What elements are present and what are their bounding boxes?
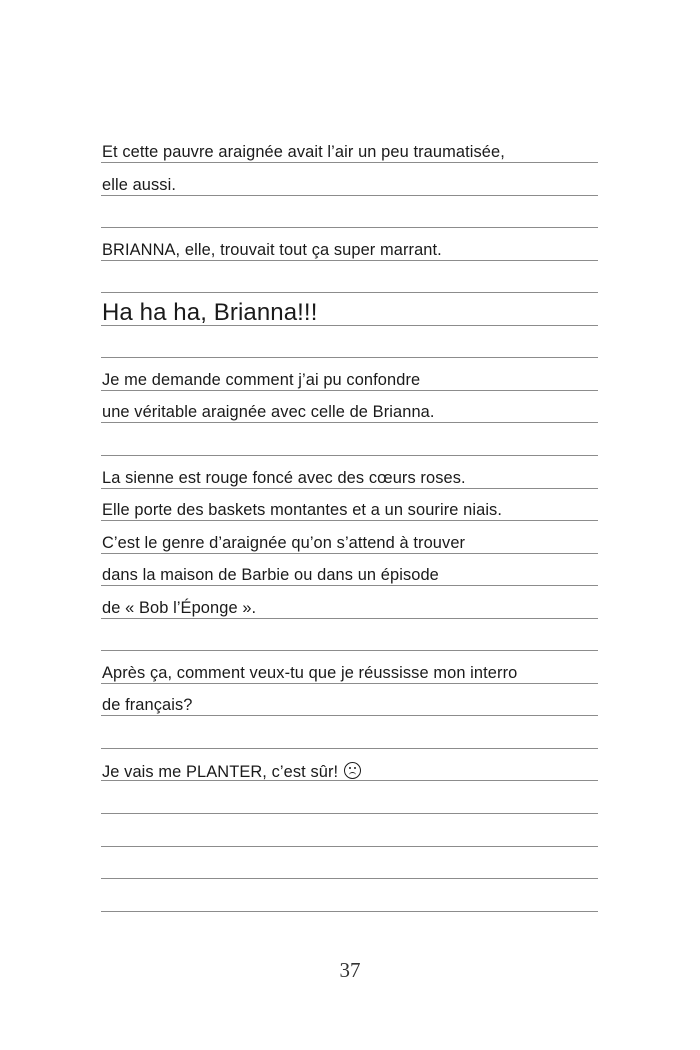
ruled-line <box>101 195 598 196</box>
ruled-line <box>101 748 598 749</box>
ruled-line <box>101 227 598 228</box>
ruled-line <box>101 553 598 554</box>
handwritten-text-line <box>102 144 505 160</box>
line-text: Je me demande comment j’ai pu confondre <box>102 371 421 389</box>
line-text: BRIANNA, elle, trouvait tout ça super marrant. <box>102 241 442 259</box>
handwritten-text-line <box>102 697 193 713</box>
page-number: 37 <box>339 958 361 982</box>
ruled-line <box>101 422 598 423</box>
ruled-line <box>101 715 598 716</box>
line-text: elle aussi. <box>102 176 176 194</box>
ruled-line <box>101 488 598 489</box>
handwritten-text-line <box>102 502 502 518</box>
ruled-line <box>101 618 598 619</box>
line-text: Et cette pauvre araignée avait l’air un peu traumatisée, <box>102 143 505 161</box>
line-text: Elle porte des baskets montantes et a un sourire niais. <box>102 501 503 519</box>
ruled-line <box>101 911 598 912</box>
ruled-line <box>101 878 598 879</box>
line-text: de « Bob l’Éponge ». <box>102 599 257 617</box>
handwritten-text-line <box>102 470 466 486</box>
ruled-line <box>101 162 598 163</box>
line-text: C’est le genre d’araignée qu’on s’attend à trouver <box>102 534 466 552</box>
ruled-line <box>101 813 598 814</box>
line-text: La sienne est rouge foncé avec des cœurs roses. <box>102 469 466 487</box>
line-text: Ha ha ha, Brianna!!! <box>102 299 318 326</box>
ruled-line <box>101 683 598 684</box>
frowning-face-icon <box>344 762 361 779</box>
ruled-line <box>101 390 598 391</box>
ruled-line <box>101 260 598 261</box>
handwritten-text-line <box>102 535 465 551</box>
handwritten-text-line <box>102 242 442 258</box>
ruled-line <box>101 292 598 293</box>
handwritten-text-line <box>102 372 420 388</box>
ruled-line <box>101 650 598 651</box>
line-text: de français? <box>102 696 193 714</box>
ruled-line <box>101 585 598 586</box>
handwritten-text-line <box>102 567 439 583</box>
line-text: Après ça, comment veux-tu que je réussisse mon interro <box>102 664 518 682</box>
handwritten-text-line <box>102 301 317 325</box>
line-text: Je vais me PLANTER, c’est sûr! <box>102 763 339 781</box>
line-text: dans la maison de Barbie ou dans un épisode <box>102 566 439 584</box>
handwritten-text-line <box>102 600 256 616</box>
ruled-line <box>101 357 598 358</box>
handwritten-text-line <box>102 665 517 681</box>
ruled-line <box>101 520 598 521</box>
ruled-notebook-page <box>101 0 598 1050</box>
handwritten-text-line <box>102 404 435 420</box>
handwritten-text-line <box>102 762 361 780</box>
ruled-line <box>101 846 598 847</box>
ruled-line <box>101 455 598 456</box>
handwritten-text-line <box>102 177 176 193</box>
line-text: une véritable araignée avec celle de Brianna. <box>102 403 435 421</box>
